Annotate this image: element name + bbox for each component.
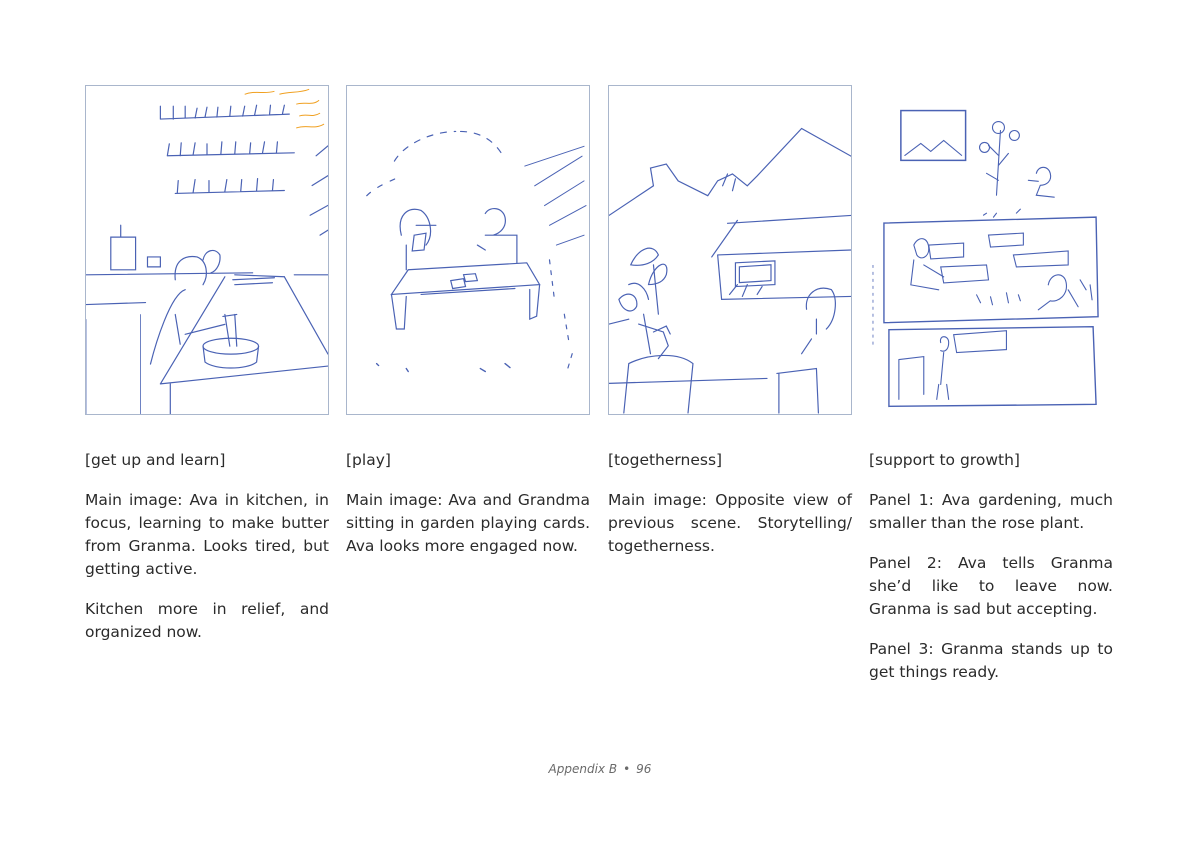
panel-1-tag: [get up and learn]: [85, 451, 226, 469]
panel-1-text: [85, 449, 329, 661]
page-footer: [0, 762, 1200, 776]
panel-4-paragraph-3: Panel 3: Granma stands up to get things ready.: [869, 640, 1113, 681]
panel-4-text: [869, 449, 1113, 701]
sketch-kitchen: [85, 85, 329, 415]
sketch-support-to-growth: [869, 85, 1113, 415]
panel-2-text: [346, 449, 590, 575]
panel-2-tag: [play]: [346, 451, 391, 469]
panel-4-paragraph-1: Panel 1: Ava gardening, much smaller than the rose plant.: [869, 491, 1113, 532]
panel-1-paragraph-1: Main image: Ava in kitchen, in focus, learning to make butter from Granma. Looks tired, but getting active.: [85, 491, 329, 578]
sketch-garden-cards: [346, 85, 590, 415]
sketch-togetherness: [608, 85, 852, 415]
panel-3-tag: [togetherness]: [608, 451, 723, 469]
footer-section: Appendix B: [548, 762, 618, 776]
panel-4-paragraph-2: Panel 2: Ava tells Granma she’d like to leave now. Granma is sad but accepting.: [869, 554, 1113, 618]
panel-4-tag: [support to growth]: [869, 451, 1020, 469]
annotation-scribble: [86, 86, 328, 414]
panel-3-text: [608, 449, 852, 575]
panel-1-paragraph-2: Kitchen more in relief, and organized now.: [85, 600, 329, 641]
page-number: 96: [636, 762, 652, 776]
footer-separator: •: [623, 762, 631, 776]
panel-2-paragraph-1: Main image: Ava and Grandma sitting in garden playing cards. Ava looks more engaged now.: [346, 491, 590, 555]
panel-3-paragraph-1: Main image: Opposite view of previous scene. Storytelling/ togetherness.: [608, 491, 852, 555]
